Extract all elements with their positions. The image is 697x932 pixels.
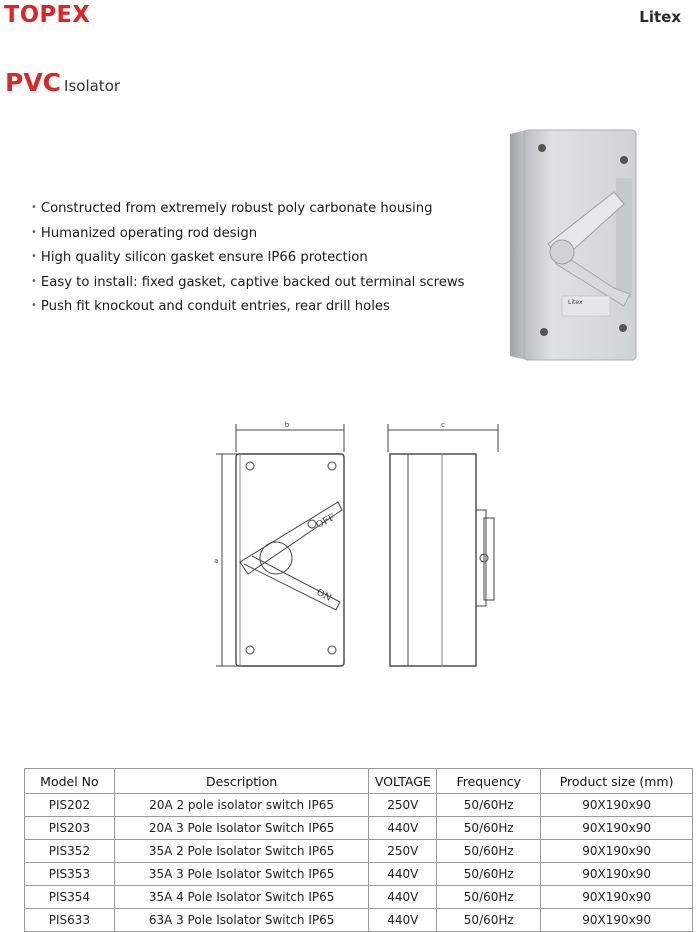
cell-size: 90X190x90 <box>541 909 693 932</box>
cell-description: 35A 4 Pole Isolator Switch IP65 <box>114 886 368 909</box>
cell-size: 90X190x90 <box>541 794 693 817</box>
cell-model: PIS633 <box>25 909 115 932</box>
front-screw-icon <box>328 646 336 654</box>
photo-screw-icon <box>620 156 628 164</box>
photo-side-rail <box>616 178 632 298</box>
title-bold: PVC <box>5 68 62 97</box>
feature-item: • Humanized operating rod design <box>31 225 258 241</box>
cell-description: 35A 2 Pole Isolator Switch IP65 <box>114 840 368 863</box>
table-header-row <box>25 769 693 794</box>
cell-size: 90X190x90 <box>541 863 693 886</box>
cell-description: 20A 3 Pole Isolator Switch IP65 <box>114 817 368 840</box>
side-view-outline <box>390 454 476 666</box>
topex-logo: TOPEX <box>4 2 91 28</box>
cell-size: 90X190x90 <box>541 886 693 909</box>
cell-voltage: 440V <box>369 817 437 840</box>
cell-frequency: 50/60Hz <box>437 817 541 840</box>
front-screw-icon <box>328 462 336 470</box>
table-row <box>25 909 693 932</box>
cell-size: 90X190x90 <box>541 817 693 840</box>
technical-drawing <box>208 414 504 676</box>
bullet-icon: • <box>31 251 37 262</box>
cell-voltage: 250V <box>369 840 437 863</box>
litex-logo: Litex <box>639 8 681 26</box>
bullet-icon: • <box>31 275 37 287</box>
table-row <box>25 817 693 840</box>
title-light: Isolator <box>64 77 121 95</box>
photo-pivot <box>550 240 574 264</box>
photo-screw-icon <box>619 324 627 332</box>
dimension-a-label: a <box>214 557 219 565</box>
cell-voltage: 440V <box>369 863 437 886</box>
cell-frequency: 50/60Hz <box>437 840 541 863</box>
table-row <box>25 794 693 817</box>
feature-item: • High quality silicon gasket ensure IP66 protection <box>31 250 368 265</box>
cell-voltage: 250V <box>369 794 437 817</box>
feature-item: • Push fit knockout and conduit entries, rear drill holes <box>31 299 390 314</box>
front-screw-icon <box>246 646 254 654</box>
dimension-c-label: c <box>441 421 445 429</box>
table-row <box>25 863 693 886</box>
cell-description: 20A 2 pole isolator switch IP65 <box>114 794 368 817</box>
cell-description: 63A 3 Pole Isolator Switch IP65 <box>114 909 368 932</box>
cell-frequency: 50/60Hz <box>437 794 541 817</box>
dimension-b-label: b <box>284 421 290 429</box>
cell-voltage: 440V <box>369 886 437 909</box>
on-label: ON <box>314 587 333 604</box>
header-description: Description <box>114 769 368 794</box>
cell-frequency: 50/60Hz <box>437 886 541 909</box>
header-voltage: VOLTAGE <box>369 769 437 794</box>
header-product-size: Product size (mm) <box>541 769 693 794</box>
page-title <box>5 68 120 97</box>
feature-list <box>31 196 465 319</box>
front-view-outline <box>236 454 344 666</box>
cell-frequency: 50/60Hz <box>437 909 541 932</box>
cell-description: 35A 3 Pole Isolator Switch IP65 <box>114 863 368 886</box>
table-row <box>25 840 693 863</box>
photo-label-brand: Litex <box>568 299 583 306</box>
bullet-icon: • <box>31 226 37 238</box>
photo-screw-icon <box>538 144 546 152</box>
cell-model: PIS354 <box>25 886 115 909</box>
off-label: OFF <box>314 512 337 531</box>
cell-model: PIS353 <box>25 863 115 886</box>
cell-frequency: 50/60Hz <box>437 863 541 886</box>
front-screw-icon <box>246 462 254 470</box>
front-pivot <box>260 542 292 574</box>
bullet-icon: • <box>31 300 37 311</box>
photo-screw-icon <box>540 328 548 336</box>
cell-model: PIS203 <box>25 817 115 840</box>
header-frequency: Frequency <box>437 769 541 794</box>
cell-model: PIS352 <box>25 840 115 863</box>
feature-item: • Constructed from extremely robust poly carbonate housing <box>31 201 433 216</box>
cell-size: 90X190x90 <box>541 840 693 863</box>
cell-model: PIS202 <box>25 794 115 817</box>
table-row <box>25 886 693 909</box>
feature-item: • Easy to install: fixed gasket, captive backed out terminal screws <box>31 274 465 290</box>
spec-table <box>24 768 693 932</box>
product-photo <box>496 128 648 364</box>
cell-voltage: 440V <box>369 909 437 932</box>
header-model-no: Model No <box>25 769 115 794</box>
bullet-icon: • <box>31 202 37 213</box>
